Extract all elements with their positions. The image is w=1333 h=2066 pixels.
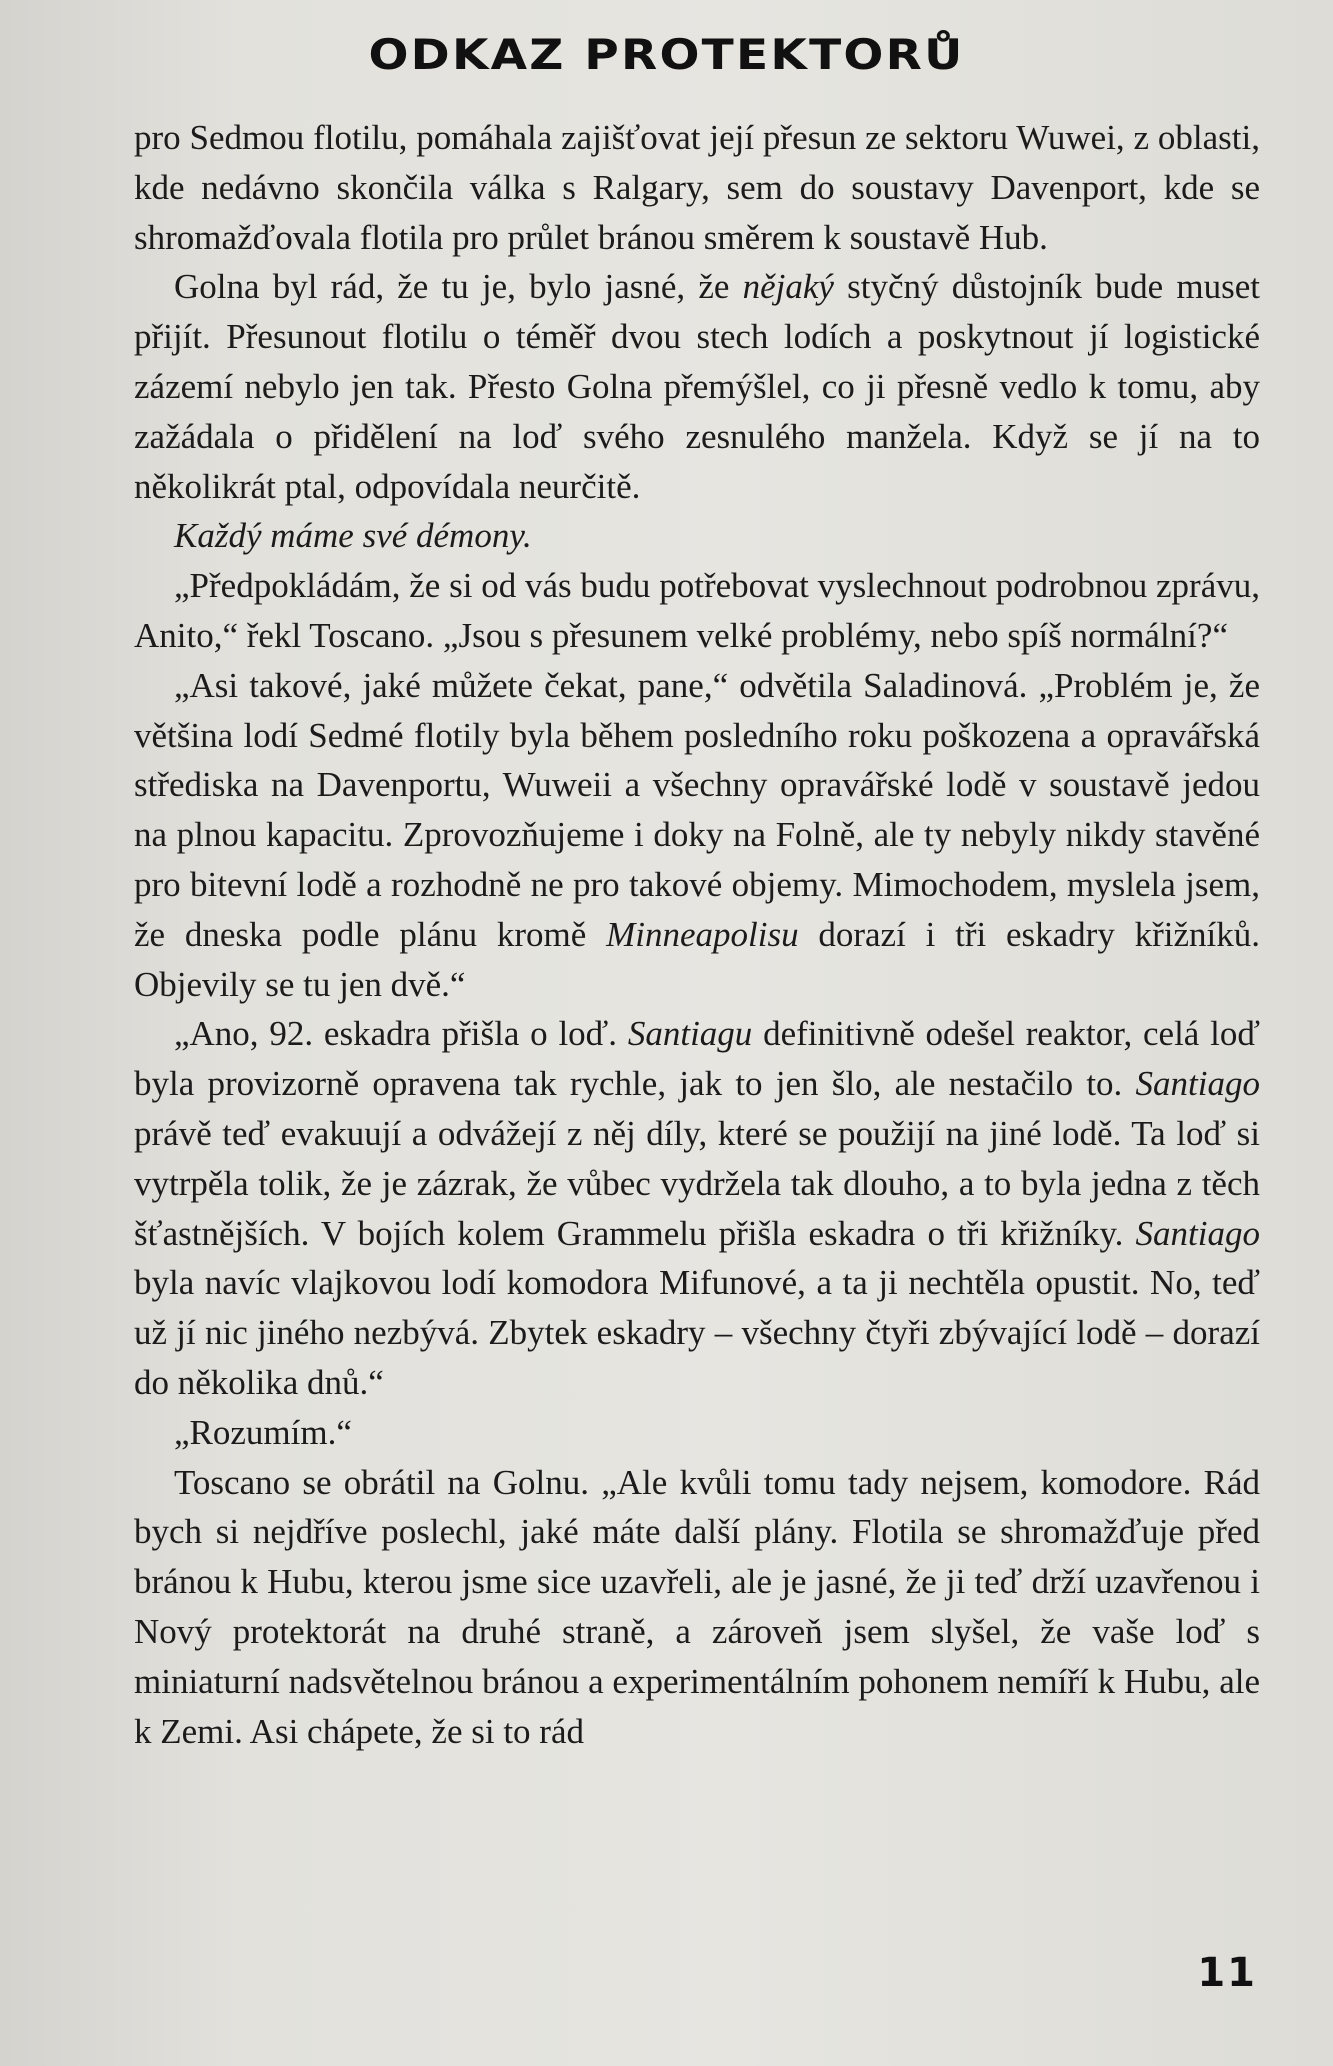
italic-ship-name: Minneapolisu: [606, 914, 799, 954]
paragraph: „Asi takové, jaké můžete čekat, pane,“ odvětila Saladinová. „Problém je, že většina lodí Sedmé flotily byla během posledního roku poškozena a opravářská střediska na Davenportu, Wuweii a všechny opravářské lodě v soustavě jedou na plnou kapacitu. Zprovozňujeme i doky na Folně, ale ty nebyly nikdy stavěné pro bitevní lodě a rozhodně ne pro takové objemy. Mimochodem, myslela jsem, že dneska podle plánu kromě Minneapolisu dorazí i tři eskadry křižníků. Objevily se tu jen dvě.“: [134, 665, 1260, 1004]
page-number: 11: [1197, 1950, 1257, 1996]
body-text: [134, 113, 1260, 1756]
italic-ship-name: Santiago: [1135, 1064, 1260, 1104]
paragraph: „Rozumím.“: [174, 1412, 352, 1452]
italic-ship-name: Santiago: [1135, 1213, 1260, 1253]
running-title: ODKAZ PROTEKTORŮ: [368, 30, 965, 79]
paragraph: Golna byl rád, že tu je, bylo jasné, že nějaký styčný důstojník bude muset přijít. Přesunout flotilu o téměř dvou stech lodích a poskytnout jí logistické zázemí nebylo jen tak. Přesto Golna přemýšlel, co ji přesně vedlo k tomu, aby zažádala o přidělení na loď svého zesnulého manžela. Když se jí na to několikrát ptal, odpovídala neurčitě.: [134, 267, 1260, 506]
paragraph-italic-thought: Každý máme své démony.: [174, 516, 532, 556]
italic-ship-name: Santiagu: [627, 1014, 753, 1054]
paragraph: pro Sedmou flotilu, pomáhala zajišťovat její přesun ze sektoru Wuwei, z oblasti, kde nedávno skončila válka s Ralgary, sem do soustavy Davenport, kde se shromažďovala flotila pro průlet bránou směrem k soustavě Hub.: [134, 118, 1260, 257]
paragraph: Toscano se obrátil na Golnu. „Ale kvůli tomu tady nejsem, komodore. Rád bych si nejdříve poslechl, jaké máte další plány. Flotila se shromažďuje před bránou k Hubu, kterou jsme sice uzavřeli, ale je jasné, že ji teď drží uzavřenou i Nový protektorát na druhé straně, a zároveň jsem slyšel, že vaše loď s miniaturní nadsvětelnou bránou a experimentálním pohonem nemíří k Hubu, ale k Zemi. Asi chápete, že si to rád: [134, 1462, 1260, 1751]
italic-word: nějaký: [742, 267, 834, 307]
paragraph: „Předpokládám, že si od vás budu potřebovat vyslechnout podrobnou zprávu, Anito,“ řekl Toscano. „Jsou s přesunem velké problémy, nebo spíš normální?“: [134, 566, 1260, 655]
paragraph: „Ano, 92. eskadra přišla o loď. Santiagu definitivně odešel reaktor, celá loď byla provizorně opravena tak rychle, jak to jen šlo, ale nestačilo to. Santiago právě teď evakuují a odvážejí z něj díly, které se použijí na jiné lodě. Ta loď si vytrpěla tolik, že je zázrak, že vůbec vydržela tak dlouho, a to byla jedna z těch šťastnějších. V bojích kolem Grammelu přišla eskadra o tři křižníky. Santiago byla navíc vlajkovou lodí komodora Mifunové, a ta ji nechtěla opustit. No, teď už jí nic jiného nezbývá. Zbytek eskadry – všechny čtyři zbývající lodě – dorazí do několika dnů.“: [134, 1014, 1260, 1402]
